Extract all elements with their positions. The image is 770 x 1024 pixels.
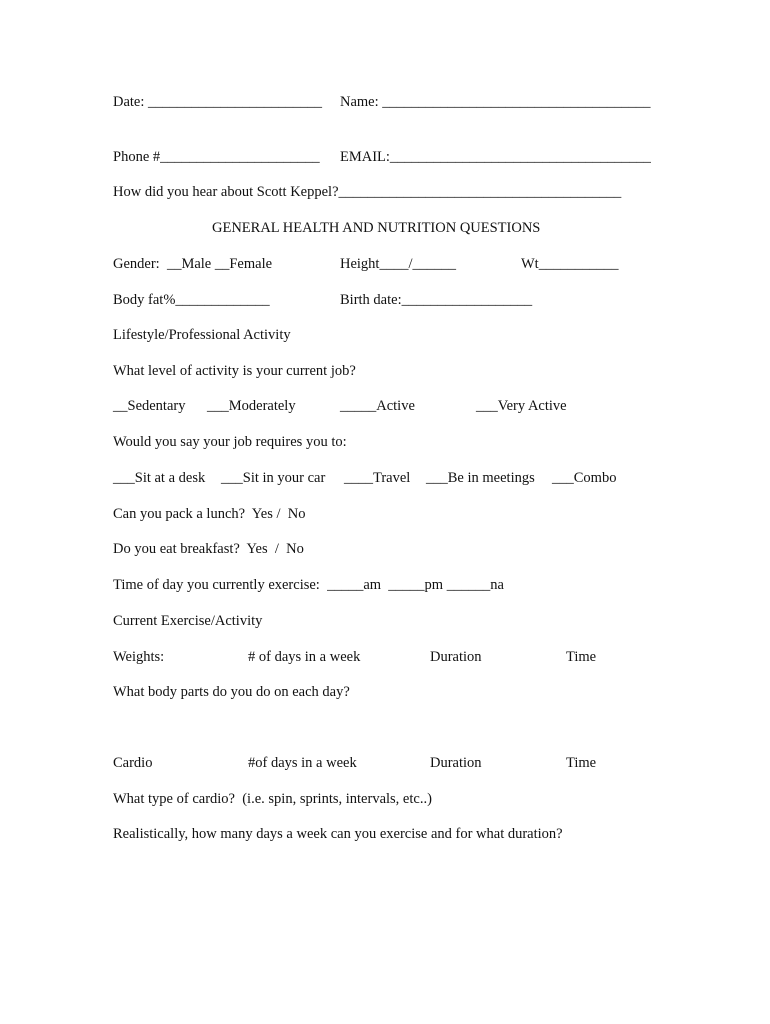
- job-option-meetings[interactable]: ___Be in meetings: [426, 470, 535, 486]
- job-option-desk[interactable]: ___Sit at a desk: [113, 470, 206, 486]
- job-option-combo[interactable]: ___Combo: [552, 470, 617, 486]
- weights-time-label: Time: [566, 649, 597, 665]
- job-question: Would you say your job requires you to:: [113, 434, 347, 450]
- exercise-time-field[interactable]: Time of day you currently exercise: _____am _____pm ______na: [113, 577, 504, 593]
- birth-date-field[interactable]: Birth date:__________________: [340, 292, 533, 308]
- breakfast-question[interactable]: Do you eat breakfast? Yes / No: [113, 541, 304, 557]
- job-option-car[interactable]: ___Sit in your car: [221, 470, 326, 486]
- section-title: GENERAL HEALTH AND NUTRITION QUESTIONS: [212, 220, 541, 236]
- email-field[interactable]: EMAIL:____________________________________: [340, 149, 651, 165]
- cardio-time-label: Time: [566, 755, 597, 771]
- current-exercise-heading: Current Exercise/Activity: [113, 613, 263, 629]
- weights-duration-label: Duration: [430, 649, 482, 665]
- weights-label: Weights:: [113, 649, 165, 665]
- activity-option-very-active[interactable]: ___Very Active: [476, 398, 567, 414]
- referral-field[interactable]: How did you hear about Scott Keppel?_______________________________________: [113, 184, 622, 200]
- height-field[interactable]: Height____/______: [340, 256, 456, 272]
- job-option-travel[interactable]: ____Travel: [344, 470, 411, 486]
- weight-field[interactable]: Wt___________: [521, 256, 619, 272]
- cardio-days-label: #of days in a week: [248, 755, 357, 771]
- weights-days-label: # of days in a week: [248, 649, 361, 665]
- activity-question: What level of activity is your current job?: [113, 363, 356, 379]
- activity-option-moderately[interactable]: ___Moderately: [207, 398, 296, 414]
- activity-option-active[interactable]: _____Active: [340, 398, 415, 414]
- activity-option-sedentary[interactable]: __Sedentary: [113, 398, 186, 414]
- body-parts-question: What body parts do you do on each day?: [113, 684, 350, 700]
- body-fat-field[interactable]: Body fat%_____________: [113, 292, 270, 308]
- name-field[interactable]: Name: _____________________________________: [340, 94, 651, 110]
- lunch-question[interactable]: Can you pack a lunch? Yes / No: [113, 506, 306, 522]
- date-field[interactable]: Date: ________________________: [113, 94, 323, 110]
- gender-field[interactable]: Gender: __Male __Female: [113, 256, 273, 272]
- cardio-duration-label: Duration: [430, 755, 482, 771]
- cardio-type-question: What type of cardio? (i.e. spin, sprints, intervals, etc..): [113, 791, 432, 807]
- lifestyle-heading: Lifestyle/Professional Activity: [113, 327, 291, 343]
- phone-field[interactable]: Phone #______________________: [113, 149, 320, 165]
- realistic-question: Realistically, how many days a week can you exercise and for what duration?: [113, 826, 563, 842]
- cardio-label: Cardio: [113, 755, 153, 771]
